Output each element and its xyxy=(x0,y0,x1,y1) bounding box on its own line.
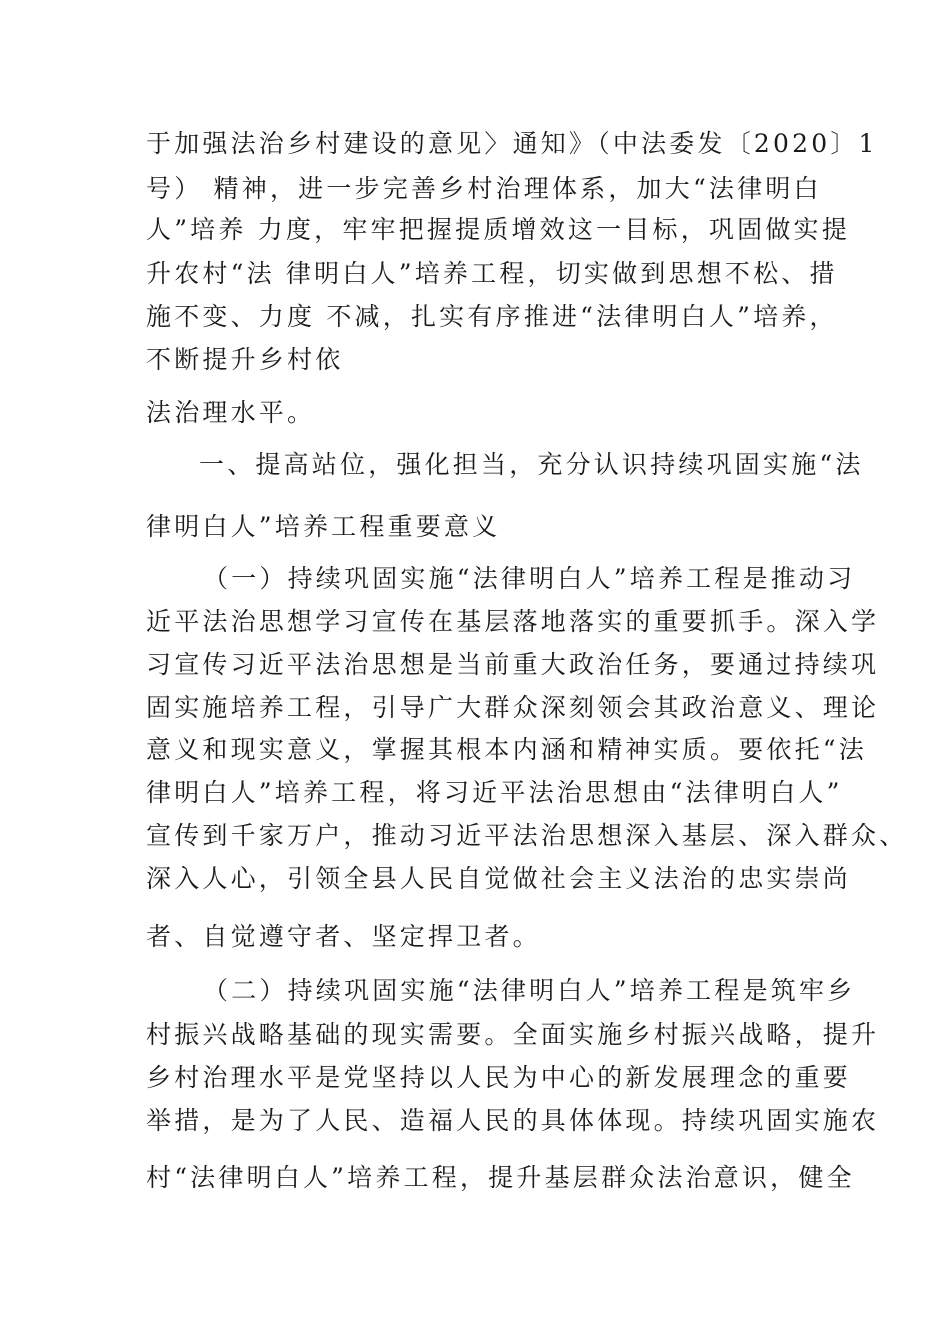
text-line: 宣传到千家万户，推动习近平法治思想深入基层、深入群众、 xyxy=(146,821,908,850)
text-line: 人”培养 力度，牢牢把握提质增效这一目标，巩固做实提 xyxy=(146,215,850,244)
text-line: 习宣传习近平法治思想是当前重大政治任务，要通过持续巩 xyxy=(146,650,880,679)
text-line: 村振兴战略基础的现实需要。全面实施乡村振兴战略，提升 xyxy=(146,1020,880,1049)
text-line: 号） 精神，进一步完善乡村治理体系，加大“法律明白 xyxy=(146,174,822,203)
text-line: 者、自觉遵守者、坚定捍卫者。 xyxy=(146,922,541,951)
text-line: 举措，是为了人民、造福人民的具体体现。持续巩固实施农 xyxy=(146,1106,880,1135)
section-heading: 一、提高站位，强化担当，充分认识持续巩固实施“法 xyxy=(199,450,864,479)
text-line: 不断提升乡村依 xyxy=(146,345,344,374)
text-line: 深入人心，引领全县人民自觉做社会主义法治的忠实崇尚 xyxy=(146,864,852,893)
text-line: 升农村“法 律明白人”培养工程，切实做到思想不松、措 xyxy=(146,259,838,288)
text-line: 法治理水平。 xyxy=(146,398,316,427)
text-line: 于加强法治乡村建设的意见〉通知》（中法委发〔2020〕1 xyxy=(146,129,878,158)
text-line: （一）持续巩固实施“法律明白人”培养工程是推动习 xyxy=(203,564,856,593)
text-line: 施不变、力度 不减，扎实有序推进“法律明白人”培养， xyxy=(146,302,838,331)
text-line: 律明白人”培养工程，将习近平法治思想由“法律明白人” xyxy=(146,778,843,807)
text-line: 近平法治思想学习宣传在基层落地落实的重要抓手。深入学 xyxy=(146,607,880,636)
text-line: 意义和现实意义，掌握其根本内涵和精神实质。要依托“法 xyxy=(146,735,867,764)
text-line: 乡村治理水平是党坚持以人民为中心的新发展理念的重要 xyxy=(146,1063,852,1092)
text-line: 固实施培养工程，引导广大群众深刻领会其政治意义、理论 xyxy=(146,693,880,722)
text-line: 村“法律明白人”培养工程，提升基层群众法治意识，健全 xyxy=(146,1163,855,1192)
section-heading: 律明白人”培养工程重要意义 xyxy=(146,512,501,541)
text-line: （二）持续巩固实施“法律明白人”培养工程是筑牢乡 xyxy=(203,976,856,1005)
